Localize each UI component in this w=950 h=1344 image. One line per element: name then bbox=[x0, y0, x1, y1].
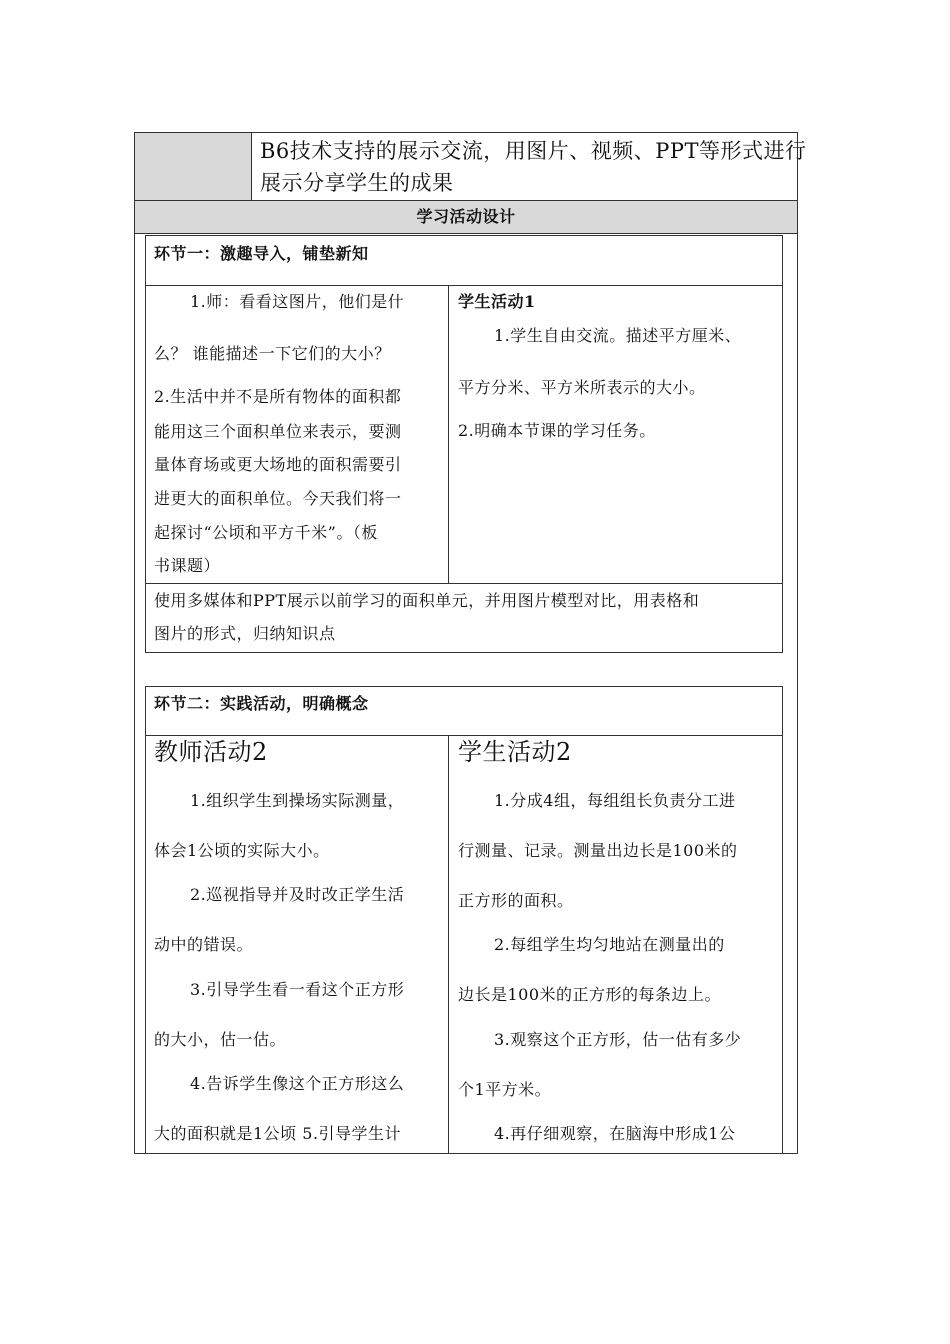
stage2-student-line: 4.再仔细观察，在脑海中形成1公 bbox=[494, 1124, 736, 1143]
stage2-teacher-line: 3.引导学生看一看这个正方形 bbox=[190, 980, 405, 999]
stage1-teacher-line: 起探讨“公顷和平方千米”。（板 bbox=[154, 523, 378, 542]
stage2-right-border bbox=[782, 686, 783, 1154]
stage1-teacher-line: 能用这三个面积单位来表示，要测 bbox=[154, 422, 402, 441]
top-row-line-1: B6技术支持的展示交流，用图片、视频、PPT等形式进行 bbox=[260, 139, 807, 163]
stage2-title: 环节二：实践活动，明确概念 bbox=[154, 694, 369, 713]
stage1-teacher-line: 书课题） bbox=[154, 556, 221, 575]
stage2-student-line: 3.观察这个正方形，估一估有多少 bbox=[494, 1030, 742, 1049]
stage2-teacher-line: 体会1公顷的实际大小。 bbox=[154, 841, 330, 860]
stage1-tech-line: 图片的形式，归纳知识点 bbox=[154, 624, 336, 643]
stage2-teacher-title: 教师活动2 bbox=[154, 738, 268, 766]
stage2-student-line: 正方形的面积。 bbox=[458, 891, 574, 910]
row-separator bbox=[145, 583, 783, 584]
row-separator bbox=[134, 233, 798, 234]
stage1-teacher-line: 1.师：看看这图片，他们是什 bbox=[190, 292, 405, 311]
stage1-student-line: 平方分米、平方米所表示的大小。 bbox=[458, 378, 706, 397]
stage1-tech-line: 使用多媒体和PPT展示以前学习的面积单元，并用图片模型对比，用表格和 bbox=[154, 591, 700, 610]
top-row-divider bbox=[251, 133, 252, 200]
section-title: 学习活动设计 bbox=[416, 207, 516, 226]
top-row-gray-cell bbox=[135, 133, 251, 200]
stage1-teacher-line: 2.生活中并不是所有物体的面积都 bbox=[154, 387, 402, 406]
stage2-top-border bbox=[145, 686, 783, 687]
column-divider bbox=[448, 285, 449, 583]
stage1-student-title: 学生活动1 bbox=[458, 292, 536, 311]
stage2-student-line: 行测量、记录。测量出边长是100米的 bbox=[458, 841, 738, 860]
stage1-teacher-line: 进更大的面积单位。今天我们将一 bbox=[154, 489, 402, 508]
stage1-student-line: 2.明确本节课的学习任务。 bbox=[458, 421, 656, 440]
stage2-teacher-line: 2.巡视指导并及时改正学生活 bbox=[190, 885, 405, 904]
stage2-teacher-line: 4.告诉学生像这个正方形这么 bbox=[190, 1074, 405, 1093]
row-separator bbox=[145, 735, 783, 736]
stage2-teacher-line: 动中的错误。 bbox=[154, 935, 254, 954]
stage1-teacher-line: 么？ 谁能描述一下它们的大小？ bbox=[154, 344, 391, 363]
top-row-line-2: 展示分享学生的成果 bbox=[260, 171, 454, 195]
stage2-teacher-line: 1.组织学生到操场实际测量， bbox=[190, 791, 405, 810]
row-separator bbox=[145, 285, 783, 286]
stage2-student-line: 2.每组学生均匀地站在测量出的 bbox=[494, 935, 725, 954]
stage1-title: 环节一：激趣导入，铺垫新知 bbox=[154, 244, 369, 263]
stage2-left-border bbox=[145, 686, 146, 1154]
stage2-student-line: 1.分成4组，每组组长负责分工进 bbox=[494, 791, 736, 810]
stage1-teacher-line: 量体育场或更大场地的面积需要引 bbox=[154, 455, 402, 474]
stage2-teacher-line: 大的面积就是1公顷 5.引导学生计 bbox=[154, 1124, 402, 1143]
stage1-student-line: 1.学生自由交流。描述平方厘米、 bbox=[494, 326, 742, 345]
stage2-student-title: 学生活动2 bbox=[458, 738, 572, 766]
stage2-teacher-line: 的大小，估一估。 bbox=[154, 1030, 287, 1049]
stage2-student-line: 个1平方米。 bbox=[458, 1080, 552, 1099]
column-divider bbox=[448, 735, 449, 1154]
stage2-student-line: 边长是100米的正方形的每条边上。 bbox=[458, 985, 722, 1004]
